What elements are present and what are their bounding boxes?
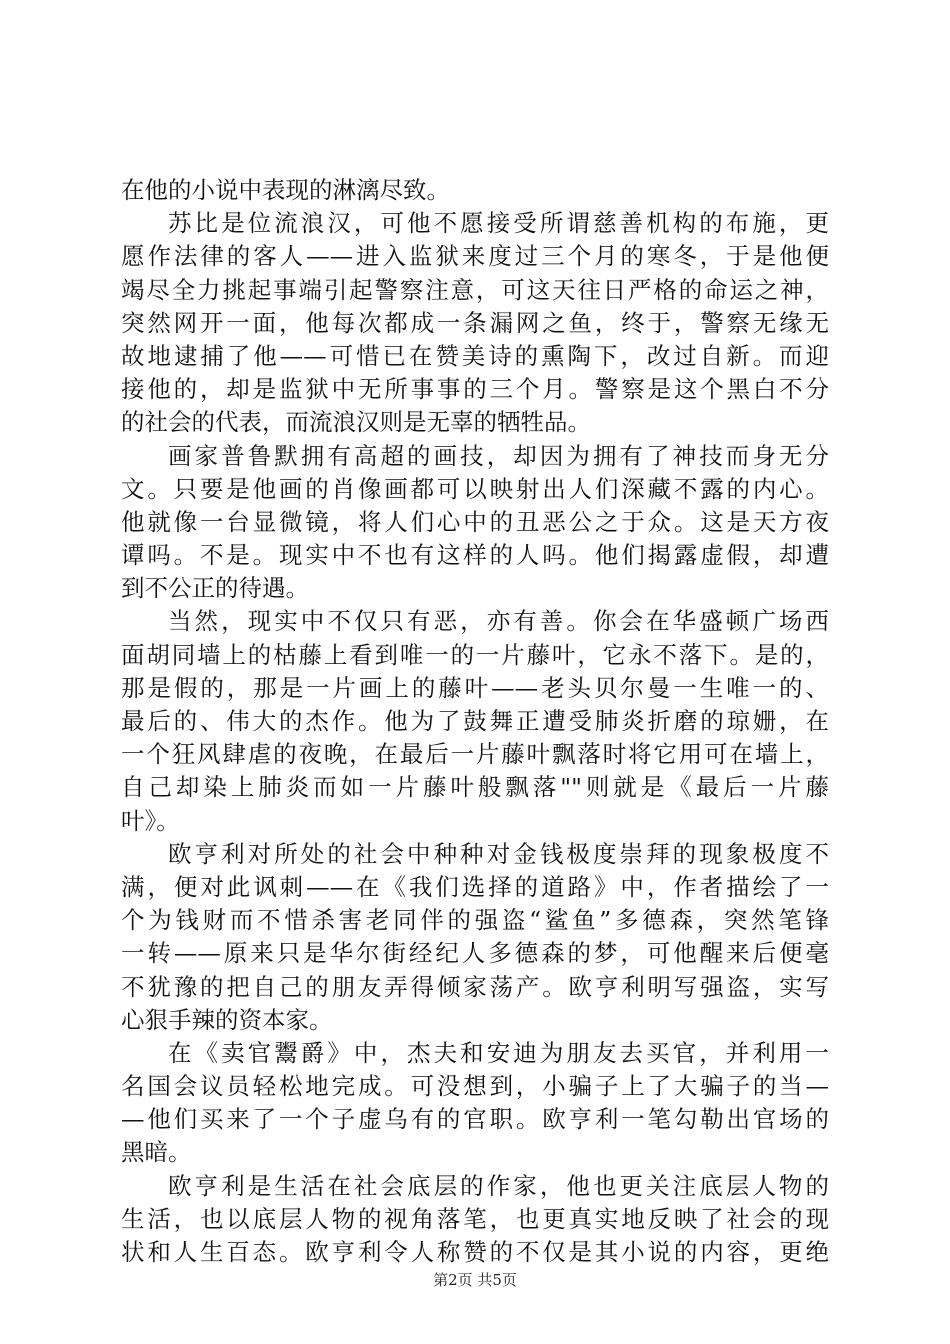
text-line: 接他的，却是监狱中无所事事的三个月。警察是这个黑白不分 (121, 375, 829, 404)
text-line: 个为钱财而不惜杀害老同伴的强盗“鲨鱼”多德森，突然笔锋 (121, 906, 829, 935)
text-line: 突然网开一面，他每次都成一条漏网之鱼，终于，警察无缘无 (121, 308, 829, 337)
text-line: 状和人生百态。欧亨利令人称赞的不仅是其小说的内容，更绝 (121, 1238, 829, 1266)
text-line: 一转——原来只是华尔街经纪人多德森的梦，可他醒来后便毫 (121, 939, 829, 968)
text-line: 心狠手辣的资本家。 (121, 1005, 333, 1034)
text-line: 满，便对此讽刺——在《我们选择的道路》中，作者描绘了一 (121, 872, 829, 901)
text-line: 一个狂风肆虐的夜晚，在最后一片藤叶飘落时将它用可在墙上， (121, 740, 829, 769)
text-line: 故地逮捕了他——可惜已在赞美诗的熏陶下，改过自新。而迎 (121, 341, 829, 370)
text-line: 到不公正的待遇。 (121, 574, 309, 603)
text-line: 的社会的代表，而流浪汉则是无辜的牺牲品。 (121, 408, 591, 437)
text-line: 不犹豫的把自己的朋友弄得倾家荡产。欧亨利明写强盗，实写 (121, 972, 829, 1001)
text-line: 在他的小说中表现的淋漓尽致。 (121, 176, 450, 204)
text-line: 叶》。 (121, 806, 180, 835)
text-line: 名国会议员轻松地完成。可没想到，小骗子上了大骗子的当— (121, 1072, 829, 1101)
text-line: 那是假的，那是一片画上的藤叶——老头贝尔曼一生唯一的、 (121, 673, 829, 702)
text-line: 文。只要是他画的肖像画都可以映射出人们深藏不露的内心。 (121, 474, 829, 503)
text-line: 愿作法律的客人——进入监狱来度过三个月的寒冬，于是他便 (121, 242, 829, 271)
text-line: 竭尽全力挑起事端引起警察注意，可这天往日严格的命运之神， (121, 275, 829, 304)
text-line: 自己却染上肺炎而如一片藤叶般飘落""则就是《最后一片藤 (121, 773, 829, 802)
body-text (121, 174, 829, 1269)
text-line: —他们买来了一个子虚乌有的官职。欧亨利一笔勾勒出官场的 (121, 1105, 829, 1134)
paragraph-first-line: 在《卖官鬻爵》中，杰夫和安迪为朋友去买官，并利用一 (168, 1038, 829, 1067)
text-line: 黑暗。 (121, 1138, 192, 1167)
paragraph-first-line: 画家普鲁默拥有高超的画技，却因为拥有了神技而身无分 (168, 441, 829, 470)
paragraph-first-line: 欧亨利对所处的社会中种种对金钱极度崇拜的现象极度不 (168, 839, 829, 868)
text-line: 谭吗。不是。现实中不也有这样的人吗。他们揭露虚假，却遭 (121, 541, 829, 570)
paragraph-first-line: 欧亨利是生活在社会底层的作家，他也更关注底层人物的 (168, 1171, 829, 1200)
text-line: 生活，也以底层人物的视角落笔，也更真实地反映了社会的现 (121, 1204, 829, 1233)
paragraph-first-line: 当然，现实中不仅只有恶，亦有善。你会在华盛顿广场西 (168, 607, 829, 636)
paragraph-first-line: 苏比是位流浪汉，可他不愿接受所谓慈善机构的布施，更 (168, 209, 829, 238)
text-line: 他就像一台显微镜，将人们心中的丑恶公之于众。这是天方夜 (121, 507, 829, 536)
text-line: 面胡同墙上的枯藤上看到唯一的一片藤叶，它永不落下。是的， (121, 640, 829, 669)
page-number-footer: 第2页 共5页 (433, 1271, 517, 1289)
text-line: 最后的、伟大的杰作。他为了鼓舞正遭受肺炎折磨的琼姗，在 (121, 707, 829, 735)
